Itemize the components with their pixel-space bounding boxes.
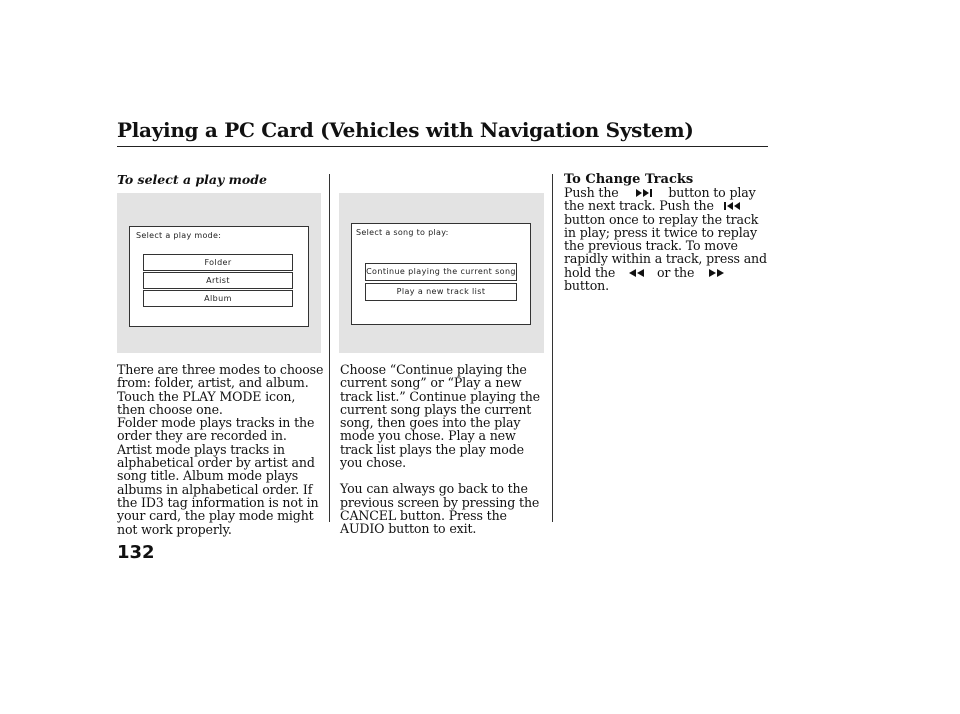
- change-tracks-text: [564, 186, 770, 292]
- change-tracks-text-3: button once to replay the track in play; press it twice to replay the previous track. To move rapidly within a track, press and hold the: [564, 211, 767, 280]
- song-select-text: [340, 363, 546, 536]
- folder-button[interactable]: Folder: [143, 254, 293, 271]
- skip-forward-icon: [632, 188, 656, 198]
- play-new-track-list-button[interactable]: Play a new track list: [365, 283, 517, 301]
- change-tracks-subheading: To Change Tracks: [564, 172, 694, 187]
- page-number: 132: [117, 542, 155, 563]
- column-divider-left: [329, 174, 330, 522]
- change-tracks-text-1: Push the: [564, 185, 619, 200]
- fast-forward-icon: [706, 268, 728, 278]
- continue-playing-button[interactable]: Continue playing the current song: [365, 263, 517, 281]
- song-select-screen: [351, 223, 531, 325]
- column-divider-right: [552, 174, 553, 522]
- song-select-screen-panel: [339, 193, 544, 353]
- play-mode-paragraph-2: Folder mode plays tracks in the order they are recorded in. Artist mode plays tracks in alphabetical order by artist and song title. Album mode plays albums in alphabetical order. If the ID3 tag information is not in your card, the play mode might not work properly.: [117, 415, 319, 537]
- play-mode-screen-panel: [117, 193, 321, 353]
- play-mode-screen-label: Select a play mode:: [136, 231, 222, 240]
- song-select-screen-label: Select a song to play:: [356, 228, 449, 237]
- change-tracks-paragraph: [564, 186, 770, 292]
- song-select-paragraph-2: You can always go back to the previous screen by pressing the CANCEL button. Press the AUDIO button to exit.: [340, 481, 540, 537]
- change-tracks-text-5: button.: [564, 278, 609, 294]
- page-title: Playing a PC Card (Vehicles with Navigation System): [117, 118, 694, 142]
- play-mode-subheading: To select a play mode: [117, 172, 267, 187]
- play-mode-screen: [129, 226, 309, 327]
- song-select-paragraph-1: Choose “Continue playing the current song” or “Play a new track list.” Continue playing the current song plays the current song, then goes into the play mode you chose. Play a new track list plays the play mode you chose.: [340, 362, 540, 471]
- play-mode-text: [117, 363, 325, 536]
- album-button[interactable]: Album: [143, 290, 293, 307]
- rewind-icon: [625, 268, 647, 278]
- title-divider: [117, 146, 768, 147]
- skip-back-icon: [722, 201, 746, 211]
- artist-button[interactable]: Artist: [143, 272, 293, 289]
- change-tracks-text-4: or the: [656, 264, 695, 280]
- change-tracks-text-2: button to play the next track. Push the: [564, 185, 756, 214]
- play-mode-paragraph-1: There are three modes to choose from: folder, artist, and album. Touch the PLAY MODE icon, then choose one.: [117, 362, 324, 417]
